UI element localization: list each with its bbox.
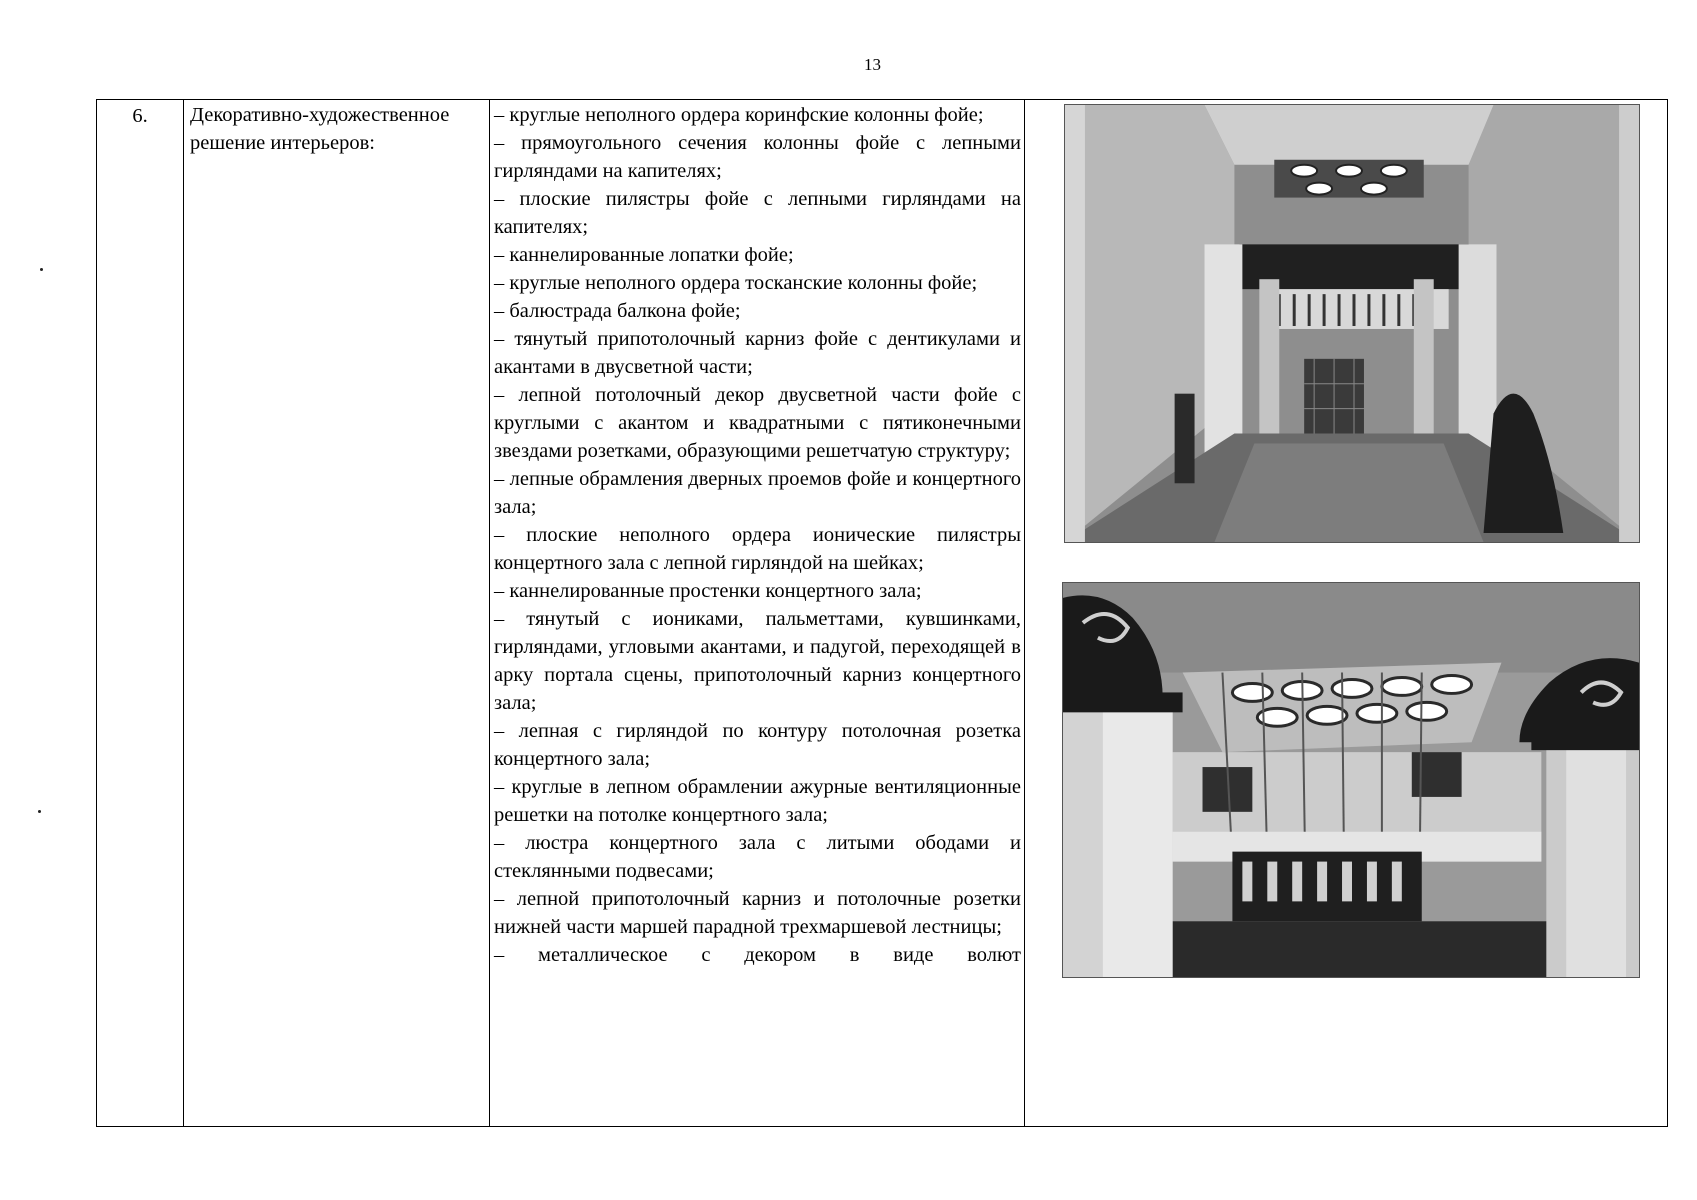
feature-item: – лепные обрамления дверных проемов фойе и концертного зала; [494,468,1021,518]
row-number: 6. [132,105,148,127]
feature-item: – каннелированные лопатки фойе; [494,244,794,266]
feature-item: – лепной припотолочный карниз и потолочные розетки нижней части маршей парадной трехмаршевой лестницы; [494,888,1021,938]
column-divider [183,100,184,1126]
photo-foyer-interior [1064,104,1640,543]
feature-item: – люстра концертного зала с литыми ободами и стеклянными подвесами; [494,832,1021,882]
feature-item: – каннелированные простенки концертного зала; [494,580,922,602]
feature-item: – плоские пилястры фойе с лепными гирляндами на капителях; [494,188,1021,238]
feature-item: – тянутый припотолочный карниз фойе с дентикулами и акантами в двусветной части; [494,328,1021,378]
monument-features-table [96,99,1668,1127]
feature-item: – прямоугольного сечения колонны фойе с лепными гирляндами на капителях; [494,132,1021,182]
feature-list [492,100,1024,1126]
feature-item: – тянутый с иониками, пальметтами, кувшинками, гирляндами, угловыми акантами, и падугой, переходящей в арку портала сцены, припотолочный карниз концертного зала; [494,608,1021,714]
page-number: 13 [864,55,881,74]
feature-item: – плоские неполного ордера ионические пилястры концертного зала с лепной гирляндой на шейках; [494,524,1021,574]
column-divider [489,100,490,1126]
foyer-illustration [1065,105,1639,542]
scan-speck [40,268,43,271]
feature-item: – круглые неполного ордера коринфские колонны фойе; [494,104,984,126]
feature-item: – круглые в лепном обрамлении ажурные вентиляционные решетки на потолке концертного зала; [494,776,1021,826]
column-divider [1024,100,1025,1126]
feature-item: – балюстрада балкона фойе; [494,300,741,322]
feature-item: – круглые неполного ордера тосканские колонны фойе; [494,272,978,294]
concert-hall-illustration [1063,583,1639,977]
scan-speck [38,810,41,813]
feature-item: – лепная с гирляндой по контуру потолочная розетка концертного зала; [494,720,1021,770]
feature-item: – лепной потолочный декор двусветной части фойе с круглыми с акантом и квадратными с пятиконечными звездами розетками, образующими решетчатую структуру; [494,384,1021,462]
photo-column [1026,100,1667,1126]
row-title: Декоративно-художественное решение интерьеров: [190,104,450,154]
feature-item: – металлическое с декором в виде волют [494,944,1021,966]
photo-concert-hall-interior [1062,582,1640,978]
